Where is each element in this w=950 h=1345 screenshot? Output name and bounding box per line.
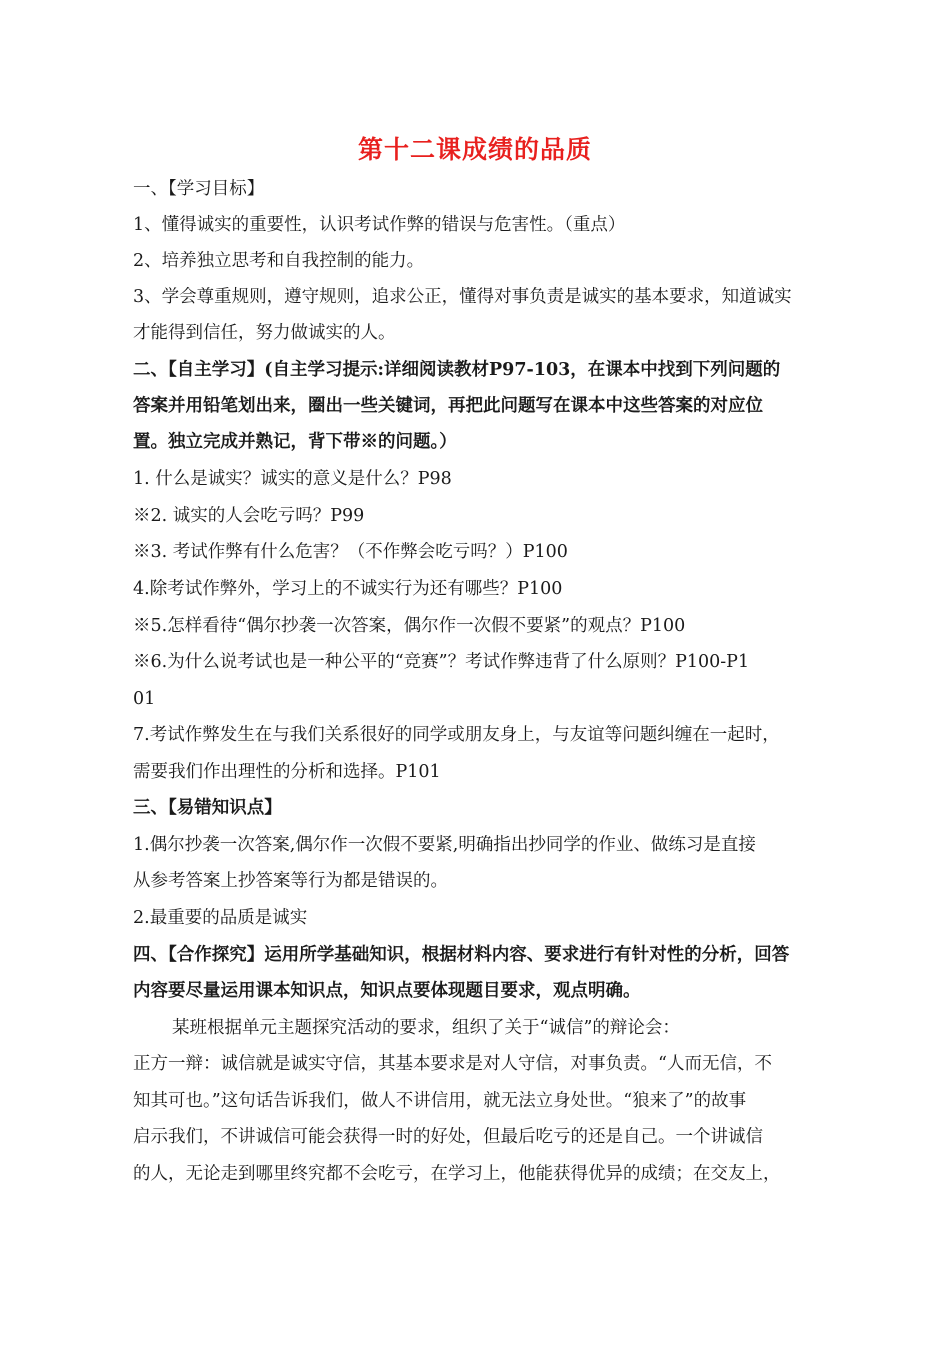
section-heading-common-errors: 三、【易错知识点】 [133,798,282,818]
self-study-hint-line-2: 答案并用铅笔划出来，圈出一些关键词，再把此问题写在课本中这些答案的对应位 [133,396,763,416]
section-heading-objectives: 一、【学习目标】 [133,179,265,199]
question-7-line-1: 7.考试作弊发生在与我们关系很好的同学或朋友身上，与友谊等问题纠缠在一起时， [133,725,780,745]
objective-2: 2、培养独立思考和自我控制的能力。 [133,251,425,271]
section-heading-cooperative-inquiry: 四、【合作探究】运用所学基础知识，根据材料内容、要求进行有针对性的分析，回答 [133,945,790,965]
question-3: ※3. 考试作弊有什么危害？（不作弊会吃亏吗？）P100 [133,542,568,562]
objective-3-line-2: 才能得到信任，努力做诚实的人。 [133,323,396,343]
question-4: 4.除考试作弊外，学习上的不诚实行为还有哪些？P100 [133,579,563,599]
question-7-line-2: 需要我们作出理性的分析和选择。P101 [133,762,441,782]
error-point-2: 2.最重要的品质是诚实 [133,908,308,928]
question-1: 1. 什么是诚实？诚实的意义是什么？P98 [133,469,452,489]
debate-paragraph-line-4: 的人，无论走到哪里终究都不会吃亏，在学习上，他能获得优异的成绩；在交友上， [133,1164,781,1184]
debate-paragraph-line-1: 正方一辩：诚信就是诚实守信，其基本要求是对人守信，对事负责。“人而无信，不 [133,1054,772,1074]
question-6-line-1: ※6.为什么说考试也是一种公平的“竞赛”？考试作弊违背了什么原则？P100-P1 [133,652,750,672]
error-point-1-line-2: 从参考答案上抄答案等行为都是错误的。 [133,871,448,891]
section-heading-self-study: 二、【自主学习】(自主学习提示:详细阅读教材P97-103，在课本中找到下列问题的 [133,360,781,380]
debate-paragraph-line-2: 知其可也。”这句话告诉我们，做人不讲信用，就无法立身处世。“狼来了”的故事 [133,1091,747,1111]
question-6-line-2: 01 [133,689,156,709]
debate-intro: 某班根据单元主题探究活动的要求，组织了关于“诚信”的辩论会： [172,1018,680,1038]
error-point-1-line-1: 1.偶尔抄袭一次答案,偶尔作一次假不要紧,明确指出抄同学的作业、做练习是直接 [133,835,756,855]
debate-paragraph-line-3: 启示我们，不讲诚信可能会获得一时的好处，但最后吃亏的还是自己。一个讲诚信 [133,1127,763,1147]
page-title: 第十二课成绩的品质 [357,135,592,164]
self-study-hint-line-3: 置。独立完成并熟记，背下带※的问题。） [133,432,457,452]
cooperative-inquiry-line-2: 内容要尽量运用课本知识点，知识点要体现题目要求，观点明确。 [133,981,641,1001]
question-5: ※5.怎样看待“偶尔抄袭一次答案，偶尔作一次假不要紧”的观点？P100 [133,616,686,636]
objective-3-line-1: 3、学会尊重规则，遵守规则，追求公正，懂得对事负责是诚实的基本要求，知道诚实 [133,287,792,307]
objective-1: 1、懂得诚实的重要性，认识考试作弊的错误与危害性。（重点） [133,215,626,235]
question-2: ※2. 诚实的人会吃亏吗？P99 [133,506,365,526]
